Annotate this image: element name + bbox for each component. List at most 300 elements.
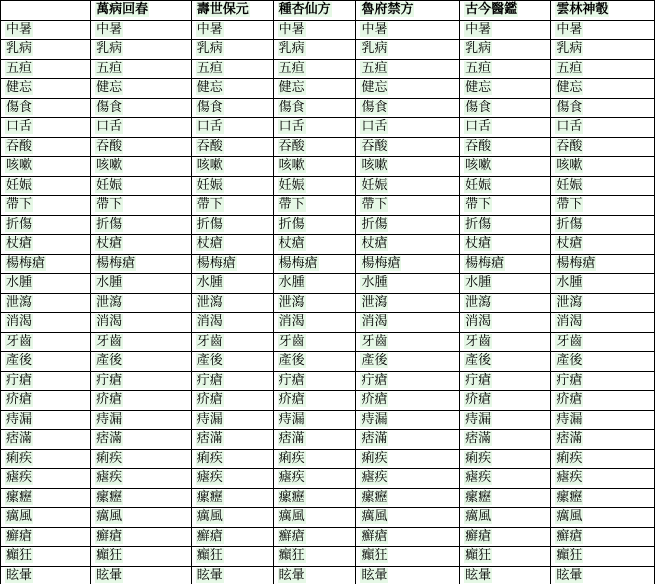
cell-text: 疥瘡 — [361, 392, 388, 408]
cell-text: 產後 — [361, 353, 388, 369]
table-cell — [551, 371, 655, 391]
cell-text: 咳嗽 — [196, 158, 223, 174]
table-cell — [460, 449, 551, 469]
disease-name: 泄瀉 — [6, 294, 33, 310]
row-header-cell — [1, 254, 91, 274]
cell-text: 瘧疾 — [96, 470, 123, 486]
table-cell — [273, 157, 356, 177]
table-cell — [91, 449, 192, 469]
cell-text: 產後 — [96, 353, 123, 369]
table-cell — [460, 20, 551, 40]
table-row — [1, 157, 655, 177]
table-row — [1, 488, 655, 508]
disease-name: 帶下 — [6, 197, 33, 213]
disease-name: 折傷 — [6, 216, 33, 232]
cell-text: 妊娠 — [465, 177, 492, 193]
cell-text: 癬瘡 — [278, 528, 305, 544]
table-cell — [273, 59, 356, 79]
cell-text: 疔瘡 — [96, 372, 123, 388]
cell-text: 杖瘡 — [96, 236, 123, 252]
cell-text: 泄瀉 — [278, 294, 305, 310]
row-header-cell — [1, 157, 91, 177]
table-cell — [551, 40, 655, 60]
table-cell — [551, 508, 655, 528]
table-cell — [551, 449, 655, 469]
cell-text: 杖瘡 — [278, 236, 305, 252]
cell-text: 妊娠 — [96, 177, 123, 193]
cell-text: 消渴 — [556, 314, 583, 330]
table-cell — [551, 391, 655, 411]
table-cell — [91, 79, 192, 99]
cell-text: 瘰癧 — [196, 489, 223, 505]
header-label: 萬病回春 — [96, 2, 149, 18]
table-cell — [551, 254, 655, 274]
table-cell — [460, 566, 551, 584]
table-cell — [460, 430, 551, 450]
cell-text: 痔漏 — [361, 411, 388, 427]
cell-text: 痢疾 — [361, 450, 388, 466]
cell-text: 健忘 — [96, 80, 123, 96]
cell-text: 牙齒 — [361, 333, 388, 349]
table-row — [1, 566, 655, 584]
cell-text: 消渴 — [361, 314, 388, 330]
cell-text: 水腫 — [196, 275, 223, 291]
table-cell — [551, 98, 655, 118]
cell-text: 楊梅瘡 — [556, 255, 596, 271]
table-cell — [460, 79, 551, 99]
cell-text: 癲狂 — [196, 548, 223, 564]
table-cell — [551, 410, 655, 430]
header-cell — [460, 1, 551, 21]
cell-text: 痞滿 — [556, 431, 583, 447]
cell-text: 吞酸 — [196, 138, 223, 154]
cell-text: 消渴 — [278, 314, 305, 330]
cell-text: 眩暈 — [96, 567, 123, 583]
cell-text: 眩暈 — [196, 567, 223, 583]
row-header-cell — [1, 566, 91, 584]
table-cell — [460, 391, 551, 411]
cell-text: 癲狂 — [465, 548, 492, 564]
table-cell — [273, 98, 356, 118]
cell-text: 杖瘡 — [465, 236, 492, 252]
cell-text: 癲狂 — [556, 548, 583, 564]
table-cell — [273, 352, 356, 372]
cell-text: 口舌 — [556, 119, 583, 135]
cell-text: 癬瘡 — [556, 528, 583, 544]
table-cell — [460, 196, 551, 216]
table-cell — [356, 508, 460, 528]
table-cell — [91, 196, 192, 216]
table-cell — [273, 508, 356, 528]
cell-text: 傷食 — [556, 99, 583, 115]
cell-text: 消渴 — [465, 314, 492, 330]
table-row — [1, 215, 655, 235]
disease-name: 杖瘡 — [6, 236, 33, 252]
table-cell — [551, 352, 655, 372]
cell-text: 痢疾 — [556, 450, 583, 466]
table-cell — [551, 79, 655, 99]
table-cell — [191, 98, 273, 118]
cell-text: 口舌 — [96, 119, 123, 135]
table-row — [1, 410, 655, 430]
cell-text: 乳病 — [361, 41, 388, 57]
table-cell — [91, 430, 192, 450]
cell-text: 瘧疾 — [196, 470, 223, 486]
table-cell — [551, 196, 655, 216]
cell-text: 產後 — [556, 353, 583, 369]
table-cell — [273, 215, 356, 235]
cell-text: 痢疾 — [96, 450, 123, 466]
table-cell — [191, 137, 273, 157]
table-row — [1, 332, 655, 352]
cell-text: 杖瘡 — [556, 236, 583, 252]
cell-text: 傷食 — [361, 99, 388, 115]
table-cell — [356, 352, 460, 372]
cell-text: 泄瀉 — [96, 294, 123, 310]
table-row — [1, 313, 655, 333]
row-header-cell — [1, 508, 91, 528]
cell-text: 水腫 — [556, 275, 583, 291]
table-row — [1, 371, 655, 391]
table-cell — [551, 157, 655, 177]
cell-text: 傷食 — [96, 99, 123, 115]
table-row — [1, 59, 655, 79]
table-cell — [460, 235, 551, 255]
disease-name: 口舌 — [6, 119, 33, 135]
table-cell — [460, 215, 551, 235]
header-cell — [1, 1, 91, 21]
cell-text: 痞滿 — [465, 431, 492, 447]
cell-text: 瘰癧 — [465, 489, 492, 505]
table-cell — [191, 371, 273, 391]
row-header-cell — [1, 59, 91, 79]
cell-text: 健忘 — [196, 80, 223, 96]
cell-text: 牙齒 — [465, 333, 492, 349]
cell-text: 泄瀉 — [465, 294, 492, 310]
table-cell — [273, 566, 356, 584]
table-cell — [273, 274, 356, 294]
header-cell — [191, 1, 273, 21]
cell-text: 水腫 — [465, 275, 492, 291]
disease-name: 水腫 — [6, 275, 33, 291]
table-cell — [91, 254, 192, 274]
disease-name: 吞酸 — [6, 138, 33, 154]
row-header-cell — [1, 371, 91, 391]
cell-text: 杖瘡 — [361, 236, 388, 252]
disease-name: 眩暈 — [6, 567, 33, 583]
table-cell — [356, 137, 460, 157]
cell-text: 折傷 — [96, 216, 123, 232]
table-cell — [356, 40, 460, 60]
cell-text: 癬瘡 — [465, 528, 492, 544]
table-row — [1, 508, 655, 528]
table-cell — [356, 547, 460, 567]
table-cell — [460, 274, 551, 294]
table-cell — [356, 566, 460, 584]
table-cell — [356, 274, 460, 294]
disease-name: 乳病 — [6, 41, 33, 57]
cell-text: 牙齒 — [96, 333, 123, 349]
table-cell — [356, 20, 460, 40]
cell-text: 五疸 — [278, 60, 305, 76]
table-cell — [460, 410, 551, 430]
table-cell — [551, 547, 655, 567]
table-cell — [356, 157, 460, 177]
disease-name: 中暑 — [6, 21, 33, 37]
table-cell — [191, 566, 273, 584]
cell-text: 五疸 — [556, 60, 583, 76]
table-cell — [273, 332, 356, 352]
table-cell — [460, 469, 551, 489]
cell-text: 疥瘡 — [278, 392, 305, 408]
table-cell — [356, 293, 460, 313]
disease-name: 牙齒 — [6, 333, 33, 349]
table-cell — [91, 98, 192, 118]
table-cell — [191, 274, 273, 294]
disease-name: 咳嗽 — [6, 158, 33, 174]
header-label: 種杏仙方 — [278, 2, 331, 18]
cell-text: 折傷 — [361, 216, 388, 232]
table-cell — [460, 40, 551, 60]
header-cell — [91, 1, 192, 21]
cell-text: 健忘 — [465, 80, 492, 96]
table-cell — [191, 391, 273, 411]
cell-text: 痢疾 — [196, 450, 223, 466]
table-cell — [551, 274, 655, 294]
row-header-cell — [1, 293, 91, 313]
cell-text: 牙齒 — [196, 333, 223, 349]
table-cell — [91, 20, 192, 40]
row-header-cell — [1, 40, 91, 60]
row-header-cell — [1, 274, 91, 294]
cell-text: 五疸 — [196, 60, 223, 76]
cell-text: 癘風 — [96, 509, 123, 525]
table-cell — [91, 527, 192, 547]
cell-text: 瘰癧 — [96, 489, 123, 505]
table-cell — [273, 430, 356, 450]
cell-text: 中暑 — [556, 21, 583, 37]
cell-text: 咳嗽 — [361, 158, 388, 174]
cell-text: 五疸 — [361, 60, 388, 76]
cell-text: 帶下 — [96, 197, 123, 213]
table-cell — [460, 508, 551, 528]
table-cell — [273, 371, 356, 391]
cell-text: 痔漏 — [196, 411, 223, 427]
cell-text: 水腫 — [278, 275, 305, 291]
cell-text: 咳嗽 — [465, 158, 492, 174]
table-cell — [551, 488, 655, 508]
table-cell — [273, 79, 356, 99]
cell-text: 楊梅瘡 — [361, 255, 401, 271]
cell-text: 痔漏 — [278, 411, 305, 427]
table-row — [1, 20, 655, 40]
table-cell — [91, 410, 192, 430]
cell-text: 瘧疾 — [361, 470, 388, 486]
header-cell — [551, 1, 655, 21]
cell-text: 健忘 — [556, 80, 583, 96]
table-cell — [460, 157, 551, 177]
cell-text: 癬瘡 — [96, 528, 123, 544]
cell-text: 產後 — [196, 353, 223, 369]
table-cell — [356, 313, 460, 333]
cell-text: 癘風 — [196, 509, 223, 525]
table-cell — [551, 430, 655, 450]
table-cell — [273, 20, 356, 40]
cell-text: 吞酸 — [278, 138, 305, 154]
row-header-cell — [1, 547, 91, 567]
row-header-cell — [1, 391, 91, 411]
table-cell — [551, 118, 655, 138]
cell-text: 眩暈 — [361, 567, 388, 583]
cell-text: 癬瘡 — [361, 528, 388, 544]
table-cell — [460, 59, 551, 79]
cell-text: 痞滿 — [96, 431, 123, 447]
table-row — [1, 79, 655, 99]
table-header — [1, 1, 655, 21]
row-header-cell — [1, 137, 91, 157]
table-cell — [191, 79, 273, 99]
cell-text: 消渴 — [196, 314, 223, 330]
row-header-cell — [1, 235, 91, 255]
table-cell — [356, 215, 460, 235]
table-cell — [91, 508, 192, 528]
cell-text: 妊娠 — [556, 177, 583, 193]
table-cell — [191, 293, 273, 313]
cell-text: 疔瘡 — [278, 372, 305, 388]
table-cell — [191, 196, 273, 216]
cell-text: 瘰癧 — [361, 489, 388, 505]
table-cell — [356, 254, 460, 274]
table-cell — [356, 332, 460, 352]
table-cell — [91, 40, 192, 60]
table-row — [1, 176, 655, 196]
cell-text: 癬瘡 — [196, 528, 223, 544]
table-cell — [356, 196, 460, 216]
table-cell — [91, 59, 192, 79]
table-row — [1, 352, 655, 372]
cell-text: 瘰癧 — [278, 489, 305, 505]
table-cell — [191, 157, 273, 177]
cell-text: 痔漏 — [556, 411, 583, 427]
table-cell — [91, 313, 192, 333]
disease-name: 傷食 — [6, 99, 33, 115]
header-row — [1, 1, 655, 21]
row-header-cell — [1, 430, 91, 450]
cell-text: 中暑 — [196, 21, 223, 37]
header-label: 雲林神彀 — [556, 2, 609, 18]
disease-name: 疔瘡 — [6, 372, 33, 388]
cell-text: 五疸 — [465, 60, 492, 76]
disease-name: 消渴 — [6, 314, 33, 330]
cell-text: 疔瘡 — [196, 372, 223, 388]
table-row — [1, 98, 655, 118]
cell-text: 吞酸 — [465, 138, 492, 154]
table-cell — [356, 469, 460, 489]
cell-text: 癲狂 — [96, 548, 123, 564]
table-cell — [273, 391, 356, 411]
table-cell — [91, 274, 192, 294]
cell-text: 痞滿 — [361, 431, 388, 447]
cell-text: 疥瘡 — [556, 392, 583, 408]
cell-text: 瘧疾 — [278, 470, 305, 486]
cell-text: 傷食 — [465, 99, 492, 115]
cell-text: 五疸 — [96, 60, 123, 76]
table-row — [1, 547, 655, 567]
row-header-cell — [1, 352, 91, 372]
table-cell — [551, 176, 655, 196]
table-cell — [91, 157, 192, 177]
disease-name: 痔漏 — [6, 411, 33, 427]
disease-name: 癘風 — [6, 509, 33, 525]
table-cell — [91, 118, 192, 138]
cell-text: 消渴 — [96, 314, 123, 330]
table-cell — [551, 313, 655, 333]
disease-name: 妊娠 — [6, 177, 33, 193]
table-cell — [191, 176, 273, 196]
cell-text: 咳嗽 — [96, 158, 123, 174]
table-cell — [460, 371, 551, 391]
table-cell — [551, 59, 655, 79]
table-cell — [191, 254, 273, 274]
cell-text: 吞酸 — [361, 138, 388, 154]
cell-text: 產後 — [278, 353, 305, 369]
header-cell — [273, 1, 356, 21]
cell-text: 眩暈 — [556, 567, 583, 583]
table-cell — [356, 449, 460, 469]
cell-text: 疔瘡 — [465, 372, 492, 388]
row-header-cell — [1, 410, 91, 430]
table-row — [1, 118, 655, 138]
table-cell — [191, 235, 273, 255]
table-cell — [191, 449, 273, 469]
table-cell — [356, 410, 460, 430]
table-cell — [460, 118, 551, 138]
cell-text: 瘧疾 — [556, 470, 583, 486]
cell-text: 產後 — [465, 353, 492, 369]
table-cell — [91, 352, 192, 372]
cell-text: 痞滿 — [196, 431, 223, 447]
table-cell — [356, 59, 460, 79]
table-row — [1, 469, 655, 489]
cell-text: 口舌 — [196, 119, 223, 135]
disease-name: 健忘 — [6, 80, 33, 96]
table-cell — [191, 527, 273, 547]
cell-text: 瘧疾 — [465, 470, 492, 486]
row-header-cell — [1, 118, 91, 138]
table-cell — [273, 293, 356, 313]
cell-text: 楊梅瘡 — [96, 255, 136, 271]
table-cell — [460, 176, 551, 196]
row-header-cell — [1, 332, 91, 352]
table-cell — [460, 254, 551, 274]
table-cell — [273, 469, 356, 489]
disease-name: 癲狂 — [6, 548, 33, 564]
cell-text: 楊梅瘡 — [465, 255, 505, 271]
cell-text: 牙齒 — [556, 333, 583, 349]
cell-text: 疥瘡 — [465, 392, 492, 408]
cell-text: 口舌 — [361, 119, 388, 135]
disease-name: 瘧疾 — [6, 470, 33, 486]
table-cell — [191, 20, 273, 40]
cell-text: 妊娠 — [196, 177, 223, 193]
table-cell — [191, 352, 273, 372]
table-cell — [273, 449, 356, 469]
table-cell — [551, 137, 655, 157]
table-cell — [460, 547, 551, 567]
table-cell — [356, 527, 460, 547]
cell-text: 口舌 — [278, 119, 305, 135]
table-cell — [551, 332, 655, 352]
